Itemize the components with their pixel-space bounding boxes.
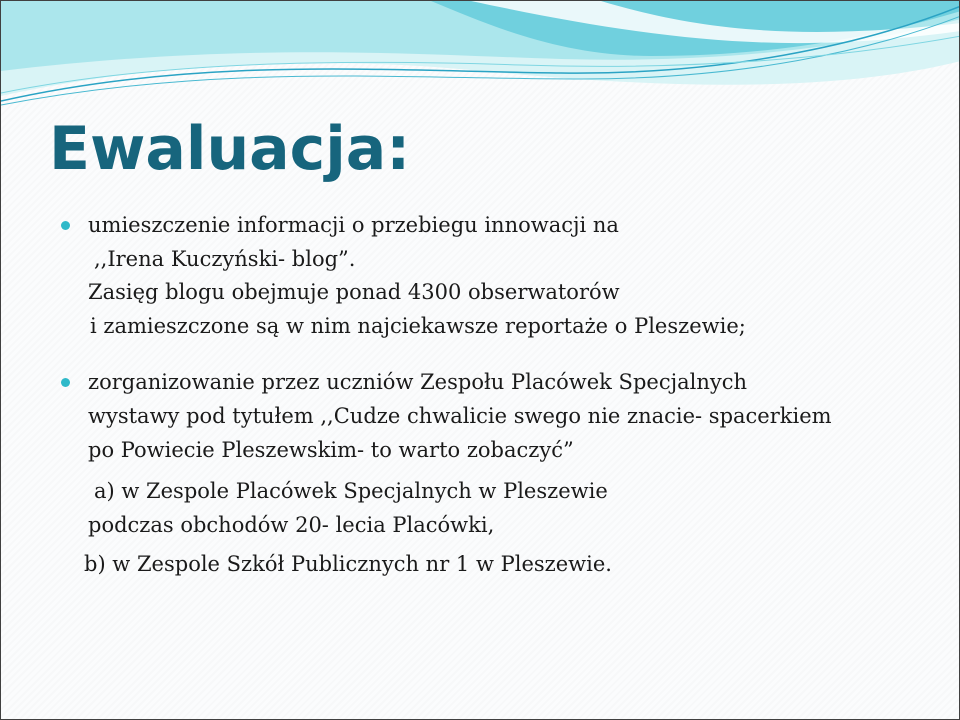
sub-item-a-continuation: podczas obchodów 20- lecia Placówki, — [88, 512, 495, 537]
bullet-line: zorganizowanie przez uczniów Zespołu Placówek Specjalnych — [88, 370, 747, 395]
bullet-line: umieszczenie informacji o przebiegu innowacji na — [88, 213, 619, 237]
sub-item-b: b) w Zespole Szkół Publicznych nr 1 w Pleszewie. — [84, 552, 612, 577]
bullet-line: po Powiecie Pleszewskim- to warto zobaczyć” — [88, 437, 574, 462]
bullet-dot-icon — [61, 221, 70, 230]
slide-title: Ewaluacja: — [49, 114, 411, 184]
bullet-dot-icon — [61, 378, 70, 387]
slide-content — [57, 209, 917, 582]
bullet-line: wystawy pod tytułem ,,Cudze chwalicie swego nie znacie- spacerkiem — [88, 403, 832, 428]
bullet-line: i zamieszczone są w nim najciekawsze reportaże o Pleszewie; — [90, 313, 746, 338]
sub-item-a: a) w Zespole Placówek Specjalnych w Pleszewie — [94, 479, 608, 504]
bullet-line: ,,Irena Kuczyński- blog”. — [94, 246, 356, 271]
bullet-item-blog — [57, 209, 917, 343]
bullet-line: Zasięg blogu obejmuje ponad 4300 obserwatorów — [88, 280, 620, 305]
bullet-item-exhibition — [57, 366, 917, 582]
header-wave-decoration — [1, 1, 960, 121]
